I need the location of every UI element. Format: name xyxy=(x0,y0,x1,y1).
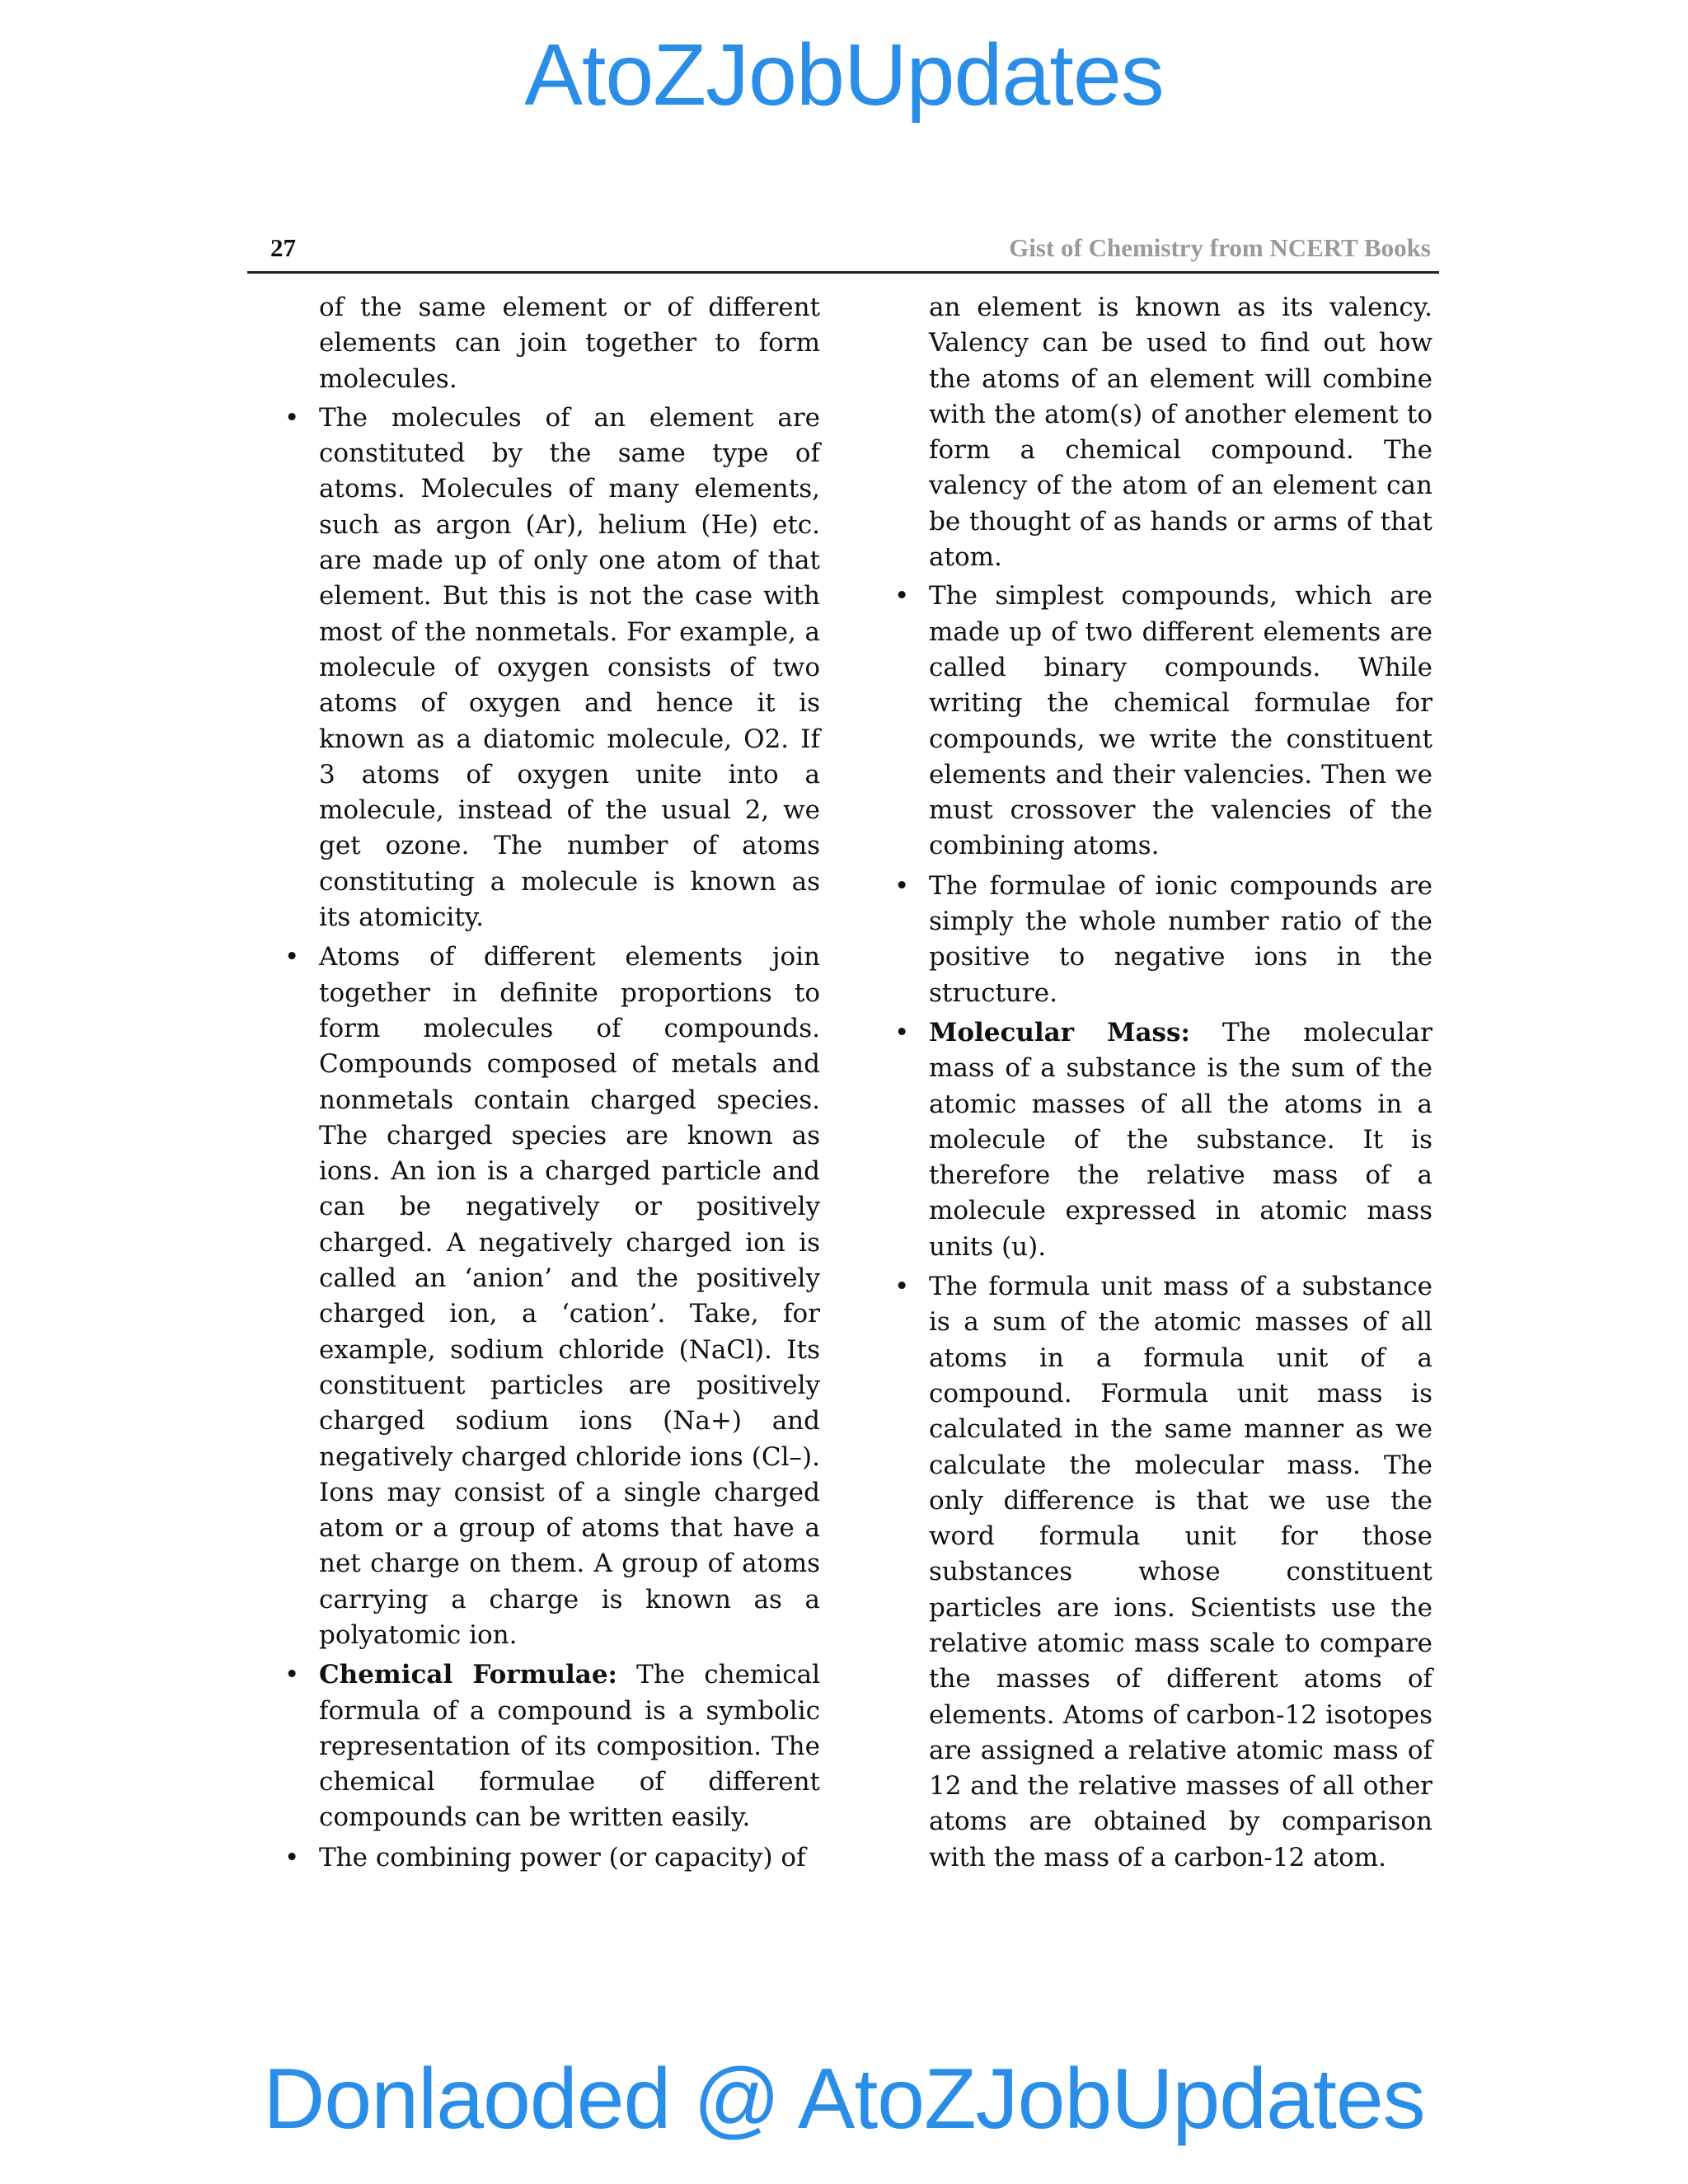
bullet-text: The chemical formula of a compound is a symbolic representation of its composition. The chemical formulae of different compounds can be written easily. xyxy=(319,1660,820,1833)
watermark-bottom: Donlaoded @ AtoZJobUpdates xyxy=(263,2051,1425,2147)
bullet-text: The formulae of ionic compounds are simply the whole number ratio of the positive to negative ions in the structure. xyxy=(929,870,1432,1008)
list-item xyxy=(284,940,820,1653)
bullet-text: The molecules of an element are constituted by the same type of atoms. Molecules of many elements, such as argon (Ar), helium (He) etc. are made up of only one atom of that element. But this is not the case with most of the nonmetals. For example, a molecule of oxygen consists of two atoms of oxygen and hence it is known as a diatomic molecule, O2. If 3 atoms of oxygen unite into a molecule, instead of the usual 2, we get ozone. The number of atoms constituting a molecule is known as its atomicity. xyxy=(319,402,820,933)
right-bullet-list xyxy=(894,579,1432,1876)
list-item xyxy=(284,1840,820,1876)
bullet-text: The formula unit mass of a substance is a sum of the atomic masses of all atoms in a formula unit of a compound. Formula unit mass is calculated in the same manner as we calculate the molecular mass. The only difference is that we use the word formula unit for those substances whose constituent particles are ions. Scientists use the relative atomic mass scale to compare the masses of different atoms of elements. Atoms of carbon-12 isotopes are assigned a relative atomic mass of 12 and the relative masses of all other atoms are obtained by comparison with the mass of a carbon-12 atom. xyxy=(929,1272,1432,1872)
bullet-text: The simplest compounds, which are made up of two different elements are called binary compounds. While writing the chemical formulae for compounds, we write the constituent elements and their valencies. Then we must crossover the valencies of the combining atoms. xyxy=(929,581,1432,861)
list-item xyxy=(894,1015,1432,1265)
list-item xyxy=(894,869,1432,1011)
right-column xyxy=(894,290,1432,1880)
list-item xyxy=(284,401,820,935)
watermark-top: AtoZJobUpdates xyxy=(524,26,1164,124)
bullet-text: Atoms of different elements join together in definite proportions to form molecules of compounds. Compounds composed of metals and nonmetals contain charged species. The charged species are known as ions. An ion is a charged particle and can be negatively or positively charged. A negatively charged ion is called an ‘anion’ and the positively charged ion, a ‘cation’. Take, for example, sodium chloride (NaCl). Its constituent particles are positively charged sodium ions (Na+) and negatively charged chloride ions (Cl–). Ions may consist of a single charged atom or a group of atoms that have a net charge on them. A group of atoms carrying a charge is known as a polyatomic ion. xyxy=(319,942,820,1650)
right-column-continuation: an element is known as its valency. Valency can be used to find out how the atoms of an element will combine with the atom(s) of another element to form a chemical compound. The valency of the atom of an element can be thought of as hands or arms of that atom. xyxy=(929,293,1432,573)
bullet-bold-label: Chemical Formulae: xyxy=(319,1660,618,1690)
left-column-continuation: of the same element or of different elements can join together to form molecules. xyxy=(319,293,820,394)
running-title: Gist of Chemistry from NCERT Books xyxy=(1009,233,1431,262)
bullet-text: The molecular mass of a substance is the sum of the atomic masses of all the atoms in a molecule of the substance. It is therefore the relative mass of a molecule expressed in atomic mass units (u). xyxy=(929,1017,1432,1262)
left-bullet-list xyxy=(284,401,820,1876)
page-number: 27 xyxy=(270,233,296,262)
left-column xyxy=(284,290,820,1880)
list-item xyxy=(894,579,1432,864)
bullet-bold-label: Molecular Mass: xyxy=(929,1017,1190,1047)
list-item xyxy=(894,1269,1432,1876)
page-header xyxy=(247,230,1439,274)
list-item xyxy=(284,1657,820,1835)
bullet-text: The combining power (or capacity) of xyxy=(319,1842,806,1872)
